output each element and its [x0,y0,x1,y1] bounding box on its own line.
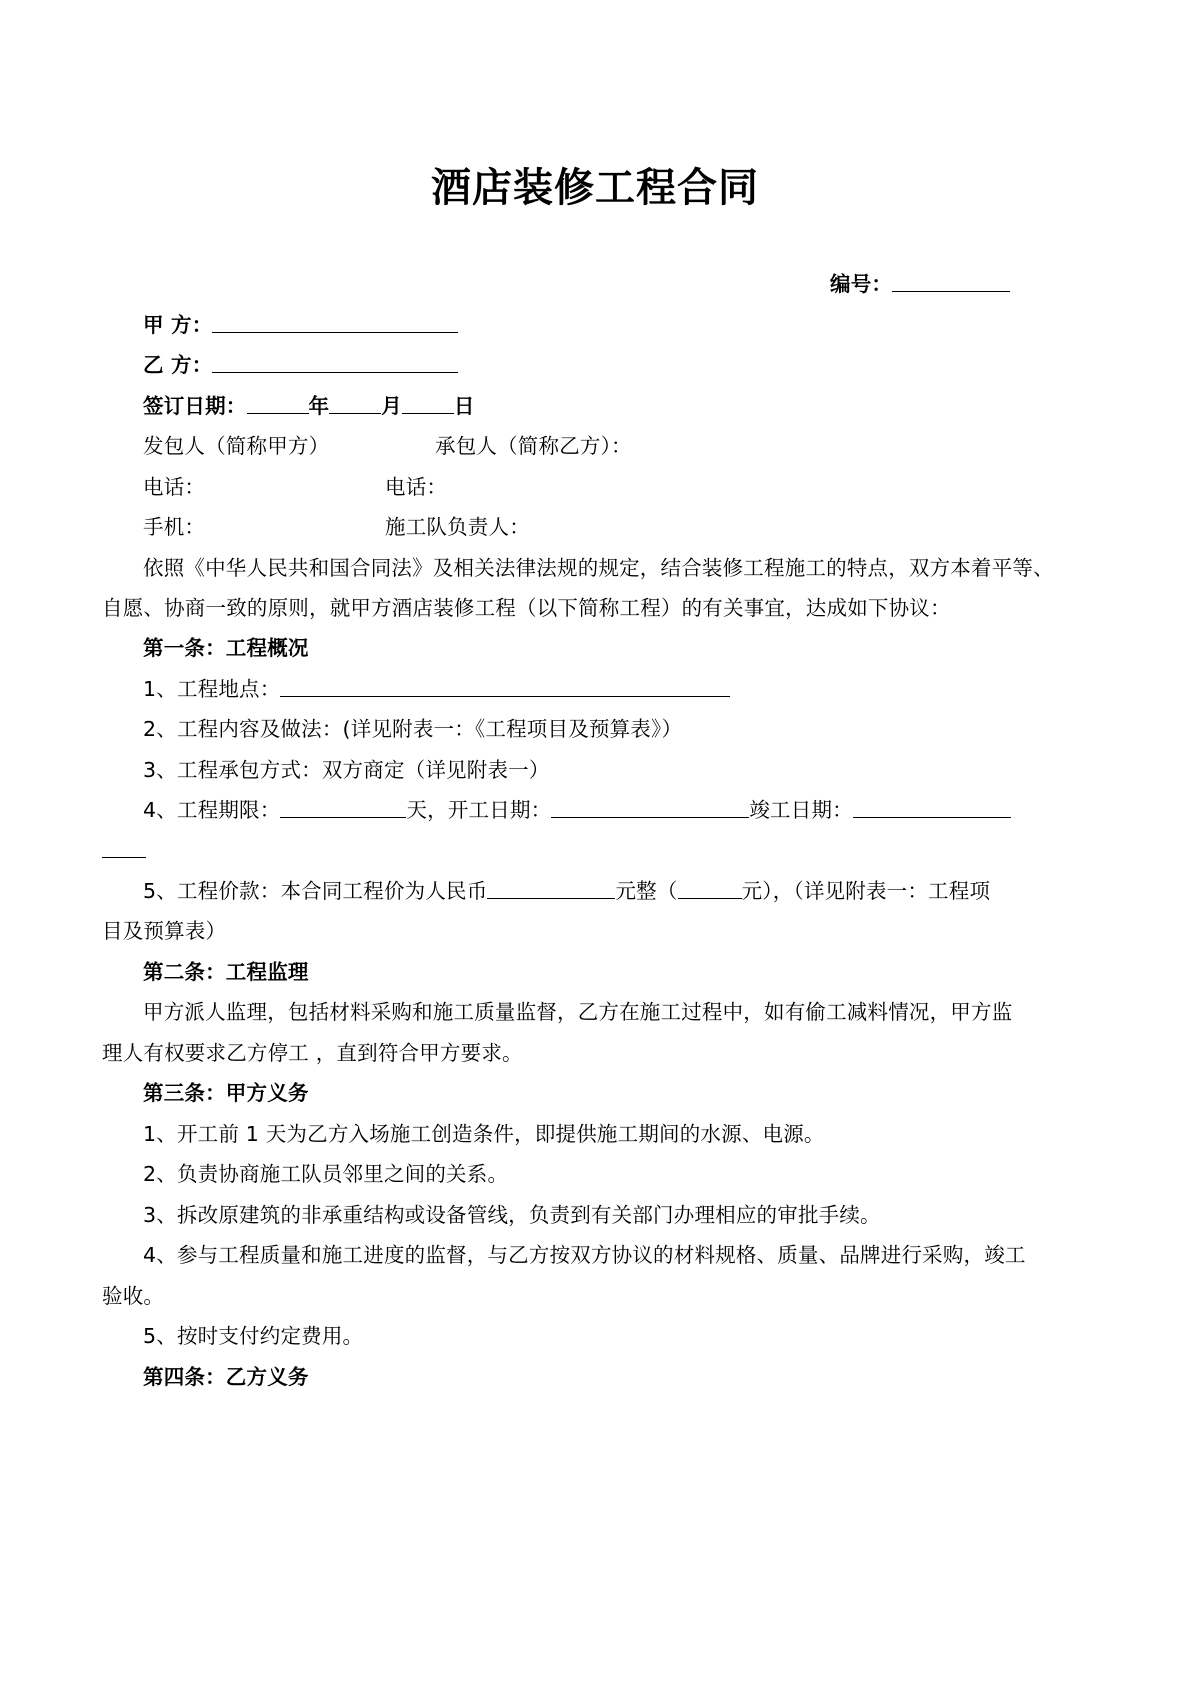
article3-item-5: 5、按时支付约定费用。 [143,1324,364,1348]
contract-number-blank [892,271,1010,292]
party-a-row [143,311,458,339]
price-number-blank [678,878,742,899]
start-date-blank [551,797,749,818]
article1-contract-mode: 3、工程承包方式：双方商定（详见附表一） [143,758,550,782]
sign-date-label: 签订日期： [143,394,247,418]
party-b-blank [212,352,458,373]
month-blank [329,393,381,414]
article3-item-3: 3、拆改原建筑的非承重结构或设备管线，负责到有关部门办理相应的审批手续。 [143,1203,881,1227]
sign-date-row [143,392,475,420]
party-a-blank [212,312,458,333]
article2-line-1: 甲方派人监理，包括材料采购和施工质量监督，乙方在施工过程中，如有偷工减料情况，甲方监 [143,1000,1013,1024]
article1-period-continuation [102,836,146,864]
article3-item-1: 1、开工前 1 天为乙方入场施工创造条件，即提供施工期间的水源、电源。 [143,1122,825,1146]
article1-content: 2、工程内容及做法：(详见附表一：《工程项目及预算表》） [143,717,683,741]
completion-label: 竣工日期： [749,798,853,822]
completion-blank-continued [102,837,146,858]
employer-label: 发包人（简称甲方） [143,434,330,458]
year-label: 年 [308,394,330,418]
article4-heading: 第四条：乙方义务 [143,1365,309,1389]
party-b-label: 乙 方： [143,353,213,377]
month-label: 月 [381,394,402,418]
document-title: 酒店装修工程合同 [431,165,759,211]
contract-number-label: 编号： [830,272,893,296]
phone-a-label: 电话： [143,475,206,499]
phone-b-label: 电话： [385,475,448,499]
preamble-line-1: 依照《中华人民共和国合同法》及相关法律法规的规定，结合装修工程施工的特点，双方本着平等、 [143,556,1054,580]
preamble-line-2: 自愿、协商一致的原则，就甲方酒店装修工程（以下简称工程）的有关事宜，达成如下协议： [102,596,951,620]
completion-blank [853,797,1011,818]
period-days-label: 天，开工日期： [406,798,552,822]
price-label: 5、工程价款：本合同工程价为人民币 [143,879,488,903]
price-words-blank [487,878,615,899]
article3-item-4: 4、参与工程质量和施工进度的监督，与乙方按双方协议的材料规格、质量、品牌进行采购，竣工 [143,1243,1026,1267]
party-a-label: 甲 方： [143,313,213,337]
article1-heading: 第一条：工程概况 [143,636,309,660]
article1-period-row [143,796,1011,824]
article1-location-row [143,675,730,703]
article3-item-2: 2、负责协商施工队员邻里之间的关系。 [143,1162,509,1186]
party-b-row [143,351,458,379]
period-blank [280,797,406,818]
article3-heading: 第三条：甲方义务 [143,1081,309,1105]
location-blank [280,676,730,697]
price-mid-label: 元整（ [615,879,678,903]
team-leader-label: 施工队负责人： [385,515,530,539]
article1-price-line-2: 目及预算表） [102,919,227,943]
contractor-label: 承包人（简称乙方）： [435,434,632,458]
article2-line-2: 理人有权要求乙方停工 ，直到符合甲方要求。 [102,1041,523,1065]
day-blank [402,393,454,414]
location-label: 1、工程地点： [143,677,281,701]
period-label: 4、工程期限： [143,798,281,822]
article1-price-row [143,877,990,905]
day-label: 日 [453,394,475,418]
article2-heading: 第二条：工程监理 [143,960,309,984]
mobile-label: 手机： [143,515,206,539]
contract-number-row [830,270,1010,298]
article3-item-4-continuation: 验收。 [102,1284,165,1308]
year-blank [247,393,309,414]
price-end-label: 元），（详见附表一：工程项 [741,879,991,903]
